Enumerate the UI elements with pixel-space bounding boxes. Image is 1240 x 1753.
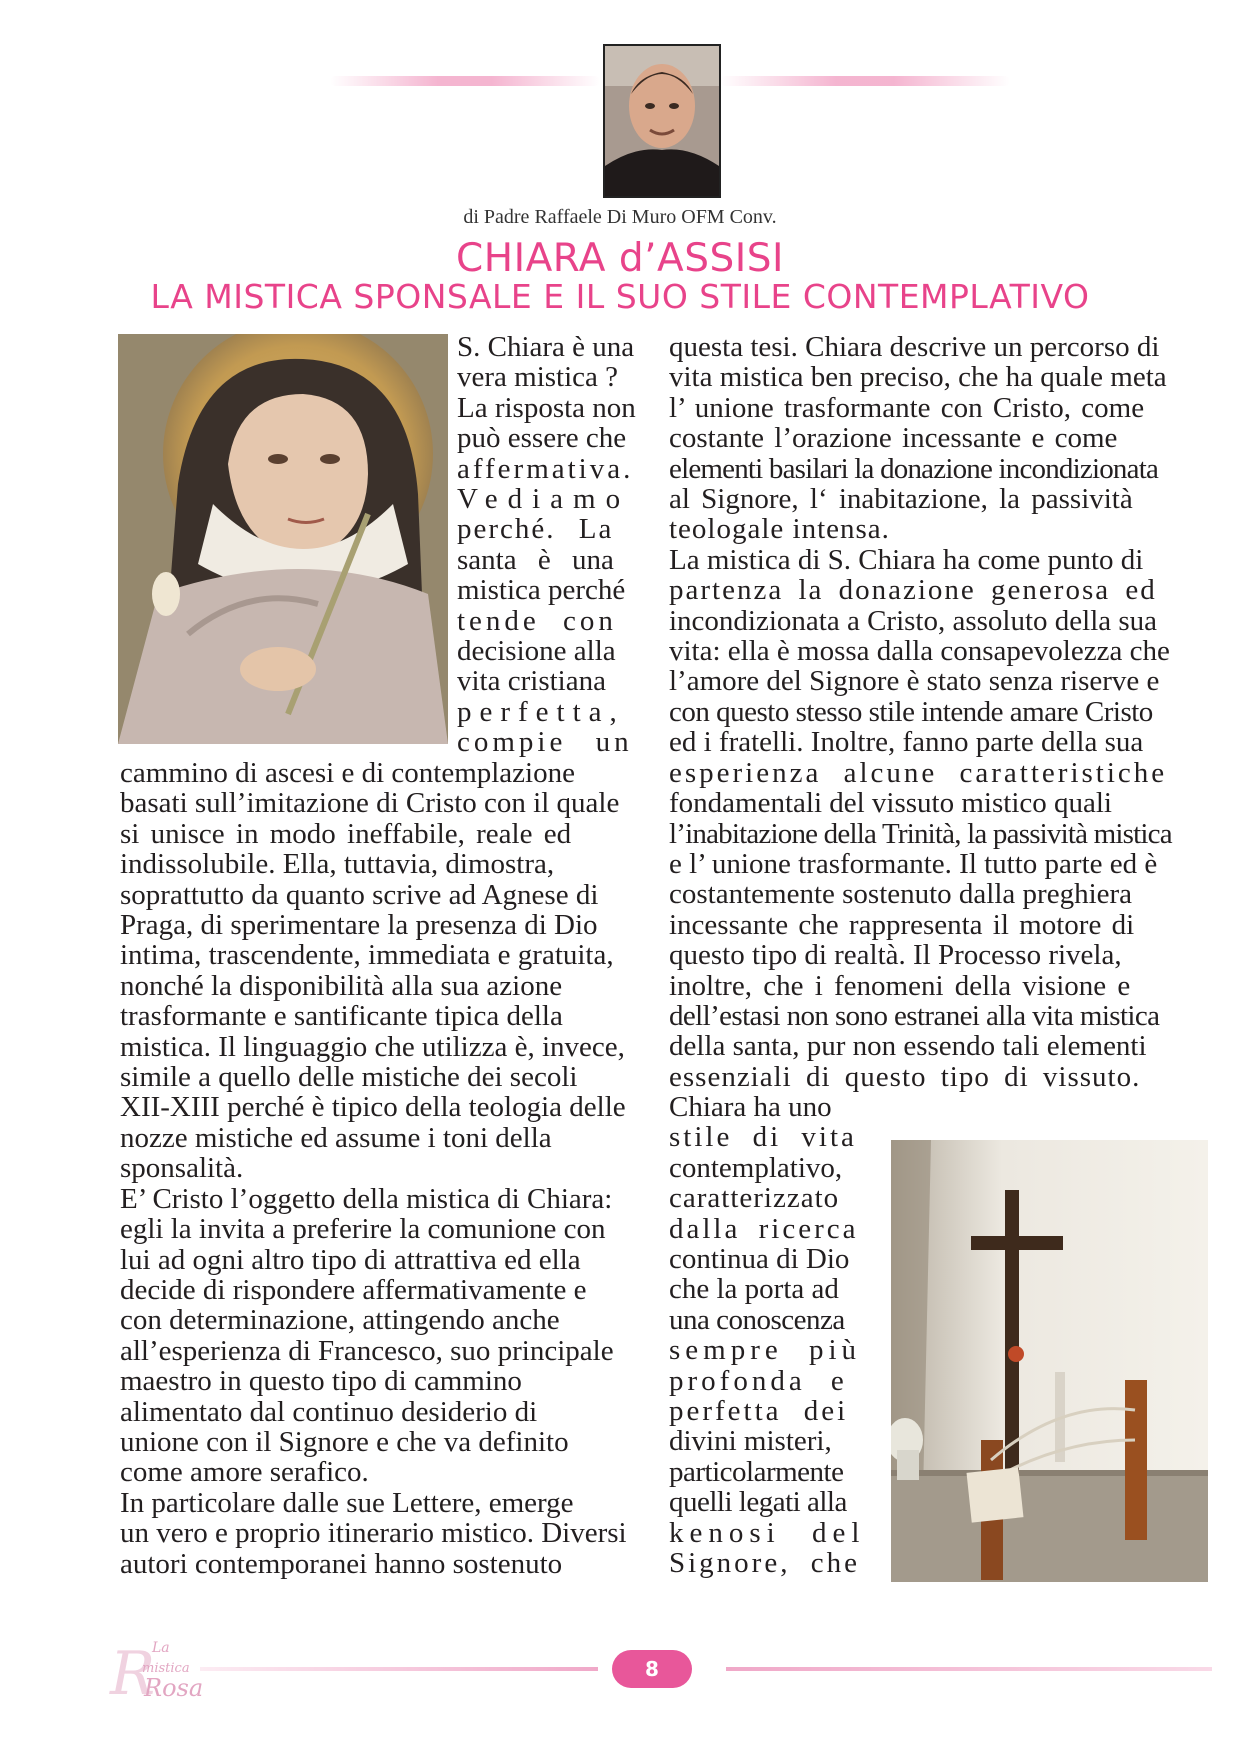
text-line: perché. La — [457, 513, 614, 546]
text-line: con questo stesso stile intende amare Cristo — [669, 695, 1153, 728]
text-line: all’esperienza di Francesco, suo principale — [120, 1334, 614, 1367]
text-line: fondamentali del vissuto mistico quali — [669, 787, 1112, 820]
text-line: santa è una — [457, 543, 614, 576]
text-line: indissolubile. Ella, tuttavia, dimostra, — [120, 848, 555, 881]
cross-photo — [891, 1140, 1208, 1582]
text-line: Praga, di sperimentare la presenza di Dio — [120, 909, 598, 942]
text-line: esperienza alcune caratteristiche — [669, 756, 1168, 789]
text-line: si unisce in modo ineffabile, reale ed — [120, 817, 572, 850]
article-subtitle: LA MISTICA SPONSALE E IL SUO STILE CONTEMPLATIVO — [150, 277, 1090, 316]
text-line: costantemente sostenuto dalla preghiera — [669, 878, 1133, 911]
text-line: che la porta ad — [669, 1273, 839, 1306]
text-line: dell’estasi non sono estranei alla vita mistica — [669, 999, 1160, 1032]
text-line: Vediamo — [457, 483, 631, 516]
text-line: sempre più — [669, 1334, 862, 1367]
svg-text:R: R — [110, 1639, 156, 1709]
text-line: Chiara ha uno — [669, 1091, 832, 1123]
text-line: questa tesi. Chiara descrive un percorso di — [669, 331, 1160, 363]
text-line: basati sull’imitazione di Cristo con il quale — [120, 787, 620, 820]
text-line: continua di Dio — [669, 1243, 850, 1276]
text-line: perfetta dei — [669, 1395, 849, 1428]
text-line: kenosi del — [669, 1516, 866, 1549]
text-line: può essere che — [457, 422, 627, 455]
text-line: una conoscenza — [669, 1303, 845, 1336]
text-line: unione con il Signore e che va definito — [120, 1425, 569, 1458]
text-line: contemplativo, — [669, 1151, 843, 1184]
text-line: simile a quello delle mistiche dei secoli — [120, 1061, 578, 1094]
text-line: tende con — [457, 604, 617, 637]
text-line: incondizionata a Cristo, assoluto della sua — [669, 604, 1158, 637]
text-line: ed i fratelli. Inoltre, fanno parte della sua — [669, 726, 1144, 759]
text-line: vita cristiana — [457, 665, 606, 698]
text-line: cammino di ascesi e di contemplazione — [120, 757, 575, 789]
author-portrait — [603, 44, 721, 198]
text-line: della santa, pur non essendo tali elementi — [669, 1030, 1147, 1063]
text-line: l’amore del Signore è stato senza riserve e — [669, 665, 1160, 698]
text-line: l’inabitazione della Trinità, la passività mistica — [669, 817, 1172, 850]
text-line: come amore serafico. — [120, 1456, 369, 1489]
text-line: vita: ella è mossa dalla consapevolezza che — [669, 635, 1170, 668]
author-line: di Padre Raffaele Di Muro OFM Conv. — [463, 206, 777, 228]
text-line: trasformante e santificante tipica della — [120, 1000, 563, 1033]
svg-text:Rosa: Rosa — [144, 1674, 204, 1702]
text-line: alimentato dal continuo desiderio di — [120, 1395, 538, 1428]
text-line: decide di rispondere affermativamente e — [120, 1273, 587, 1306]
text-line: mistica. Il linguaggio che utilizza è, invece, — [120, 1030, 625, 1063]
text-line: essenziali di questo tipo di vissuto. — [669, 1060, 1141, 1093]
text-line: elementi basilari la donazione incondizionata — [669, 452, 1159, 485]
text-line: teologale intensa. — [669, 513, 890, 546]
magazine-logo — [96, 1630, 206, 1718]
text-line: stile di vita — [669, 1121, 857, 1154]
text-line: vita mistica ben preciso, che ha quale meta — [669, 361, 1167, 394]
text-line: La risposta non — [457, 391, 636, 424]
text-line: soprattutto da quanto scrive ad Agnese di — [120, 878, 599, 911]
text-line: maestro in questo tipo di cammino — [120, 1365, 522, 1398]
article-title: CHIARA d’ASSISI — [456, 236, 784, 281]
text-line: al Signore, l‘ inabitazione, la passività — [669, 483, 1133, 516]
svg-text:La: La — [152, 1640, 170, 1656]
text-line: egli la invita a preferire la comunione con — [120, 1213, 606, 1246]
text-line: intima, trascendente, immediata e gratuita, — [120, 939, 614, 972]
text-line: autori contemporanei hanno sostenuto — [120, 1547, 563, 1580]
text-line: decisione alla — [457, 635, 616, 668]
text-line: un vero e proprio itinerario mistico. Diversi — [120, 1517, 627, 1550]
text-line: In particolare dalle sue Lettere, emerge — [120, 1486, 574, 1519]
text-line: dalla ricerca — [669, 1212, 859, 1245]
text-line: con determinazione, attingendo anche — [120, 1304, 560, 1337]
left-column-intro — [457, 332, 637, 758]
text-line: mistica perché — [457, 574, 626, 607]
text-line: partenza la donazione generosa ed — [669, 574, 1157, 607]
text-line: l’ unione trasformante con Cristo, come — [669, 391, 1145, 424]
text-line: particolarmente — [669, 1455, 844, 1488]
text-line: nonché la disponibilità alla sua azione — [120, 969, 563, 1002]
text-line: lui ad ogni altro tipo di attrattiva ed ella — [120, 1243, 581, 1276]
text-line: profonda e — [669, 1364, 848, 1397]
text-line: Signore, che — [669, 1547, 860, 1580]
saint-clare-painting — [118, 334, 448, 744]
text-line: caratterizzato — [669, 1182, 840, 1215]
right-column-body — [669, 332, 1209, 1092]
svg-text:mistica: mistica — [142, 1661, 190, 1676]
text-line: E’ Cristo l’oggetto della mistica di Chiara: — [120, 1182, 613, 1215]
text-line: XII-XIII perché è tipico della teologia delle — [120, 1091, 626, 1124]
text-line: compie un — [457, 726, 633, 759]
left-column-body — [120, 758, 640, 1579]
text-line: S. Chiara è una — [457, 331, 635, 363]
text-line: perfetta, — [457, 695, 625, 728]
footer-rule-left — [200, 1667, 598, 1671]
text-line: e l’ unione trasformante. Il tutto parte ed è — [669, 847, 1158, 880]
text-line: quelli legati alla — [669, 1486, 847, 1519]
right-column-closing — [669, 1092, 879, 1579]
text-line: questo tipo di realtà. Il Processo rivela, — [669, 939, 1122, 972]
page-number: 8 — [612, 1650, 692, 1688]
text-line: affermativa. — [457, 452, 634, 485]
text-line: incessante che rappresenta il motore di — [669, 908, 1135, 941]
text-line: costante l’orazione incessante e come — [669, 422, 1118, 455]
text-line: nozze mistiche ed assume i toni della — [120, 1121, 552, 1154]
text-line: inoltre, che i fenomeni della visione e — [669, 969, 1131, 1002]
header-rule-right — [720, 76, 1010, 86]
header-rule-left — [330, 76, 600, 86]
text-line: sponsalità. — [120, 1152, 244, 1185]
text-line: vera mistica ? — [457, 361, 619, 394]
text-line: divini misteri, — [669, 1425, 832, 1458]
footer-rule-right — [726, 1667, 1212, 1671]
text-line: La mistica di S. Chiara ha come punto di — [669, 543, 1144, 576]
